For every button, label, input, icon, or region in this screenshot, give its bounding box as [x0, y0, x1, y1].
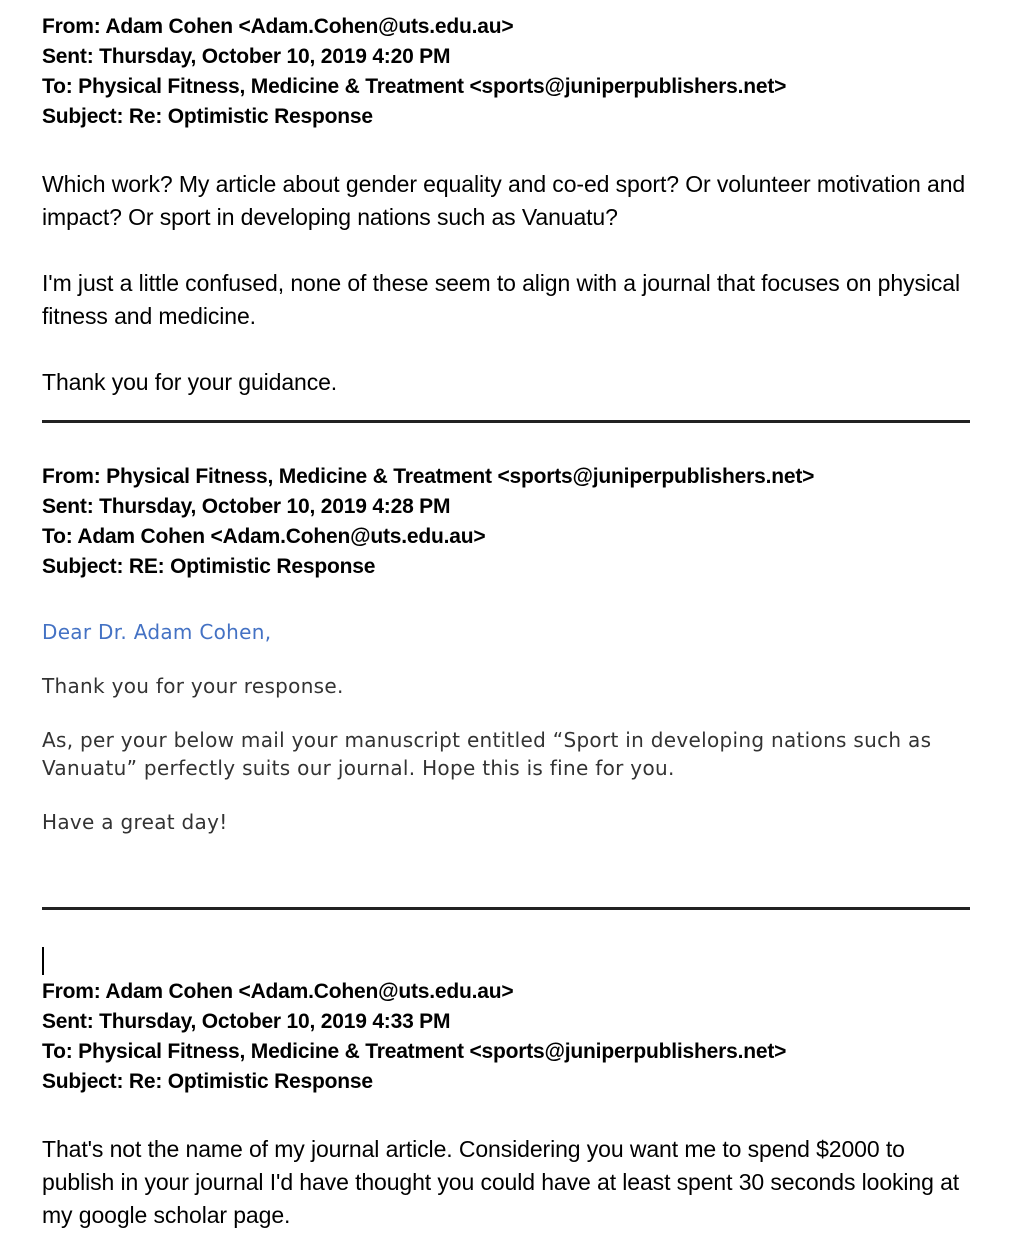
- from-line: [42, 977, 970, 1007]
- body-paragraph: Thank you for your response.: [42, 674, 344, 698]
- sent-label: Sent:: [42, 1010, 94, 1033]
- sent-line: [42, 1007, 970, 1037]
- sent-line: [42, 492, 970, 522]
- to-label: To:: [42, 525, 73, 548]
- from-value: Adam Cohen <Adam.Cohen@uts.edu.au>: [105, 15, 514, 38]
- from-label: From:: [42, 980, 101, 1003]
- email-3-header: [42, 977, 970, 1097]
- to-label: To:: [42, 75, 73, 98]
- email-1-header: [42, 12, 970, 132]
- subject-label: Subject:: [42, 1070, 124, 1093]
- sent-line: [42, 42, 970, 72]
- subject-label: Subject:: [42, 555, 124, 578]
- body-paragraph: I'm just a little confused, none of these seem to align with a journal that focuses on physical fitness and medicine.: [42, 270, 960, 329]
- email-1: [42, 12, 970, 399]
- subject-line: [42, 552, 970, 582]
- sent-value: Thursday, October 10, 2019 4:20 PM: [99, 45, 451, 68]
- sent-value: Thursday, October 10, 2019 4:28 PM: [99, 495, 451, 518]
- email-3-body: [42, 1133, 970, 1232]
- divider: [42, 907, 970, 910]
- email-2-header: [42, 462, 970, 582]
- sent-value: Thursday, October 10, 2019 4:33 PM: [99, 1010, 451, 1033]
- greeting: Dear Dr. Adam Cohen,: [42, 620, 272, 644]
- email-2-body: [42, 618, 970, 836]
- from-label: From:: [42, 465, 101, 488]
- to-line: [42, 1037, 970, 1067]
- email-3: [42, 977, 970, 1232]
- email-thread: [42, 12, 970, 1232]
- email-2: [42, 462, 970, 836]
- from-line: [42, 12, 970, 42]
- email-1-body: [42, 168, 970, 399]
- from-value: Adam Cohen <Adam.Cohen@uts.edu.au>: [105, 980, 514, 1003]
- subject-value: Re: Optimistic Response: [128, 1070, 373, 1093]
- from-line: [42, 462, 970, 492]
- sent-label: Sent:: [42, 495, 94, 518]
- from-value: Physical Fitness, Medicine & Treatment <sports@juniperpublishers.net>: [106, 465, 815, 488]
- subject-line: [42, 1067, 970, 1097]
- body-paragraph: That's not the name of my journal article. Considering you want me to spend $2000 to publish in your journal I'd have thought you could have at least spent 30 seconds looking at my google scholar page.: [42, 1136, 960, 1228]
- divider: [42, 420, 970, 423]
- to-value: Physical Fitness, Medicine & Treatment <sports@juniperpublishers.net>: [78, 1040, 787, 1063]
- body-paragraph: As, per your below mail your manuscript entitled “Sport in developing nations such as Vanuatu” perfectly suits our journal. Hope this is fine for you.: [42, 728, 932, 780]
- subject-label: Subject:: [42, 105, 124, 128]
- to-label: To:: [42, 1040, 73, 1063]
- to-value: Adam Cohen <Adam.Cohen@uts.edu.au>: [77, 525, 486, 548]
- text-cursor: [42, 947, 44, 975]
- body-paragraph: Have a great day!: [42, 810, 228, 834]
- to-value: Physical Fitness, Medicine & Treatment <sports@juniperpublishers.net>: [78, 75, 787, 98]
- to-line: [42, 72, 970, 102]
- subject-value: RE: Optimistic Response: [128, 555, 376, 578]
- from-label: From:: [42, 15, 101, 38]
- subject-line: [42, 102, 970, 132]
- body-paragraph: Thank you for your guidance.: [42, 369, 338, 395]
- subject-value: Re: Optimistic Response: [128, 105, 373, 128]
- to-line: [42, 522, 970, 552]
- sent-label: Sent:: [42, 45, 94, 68]
- body-paragraph: Which work? My article about gender equality and co-ed sport? Or volunteer motivation and impact? Or sport in developing nations such as Vanuatu?: [42, 171, 966, 230]
